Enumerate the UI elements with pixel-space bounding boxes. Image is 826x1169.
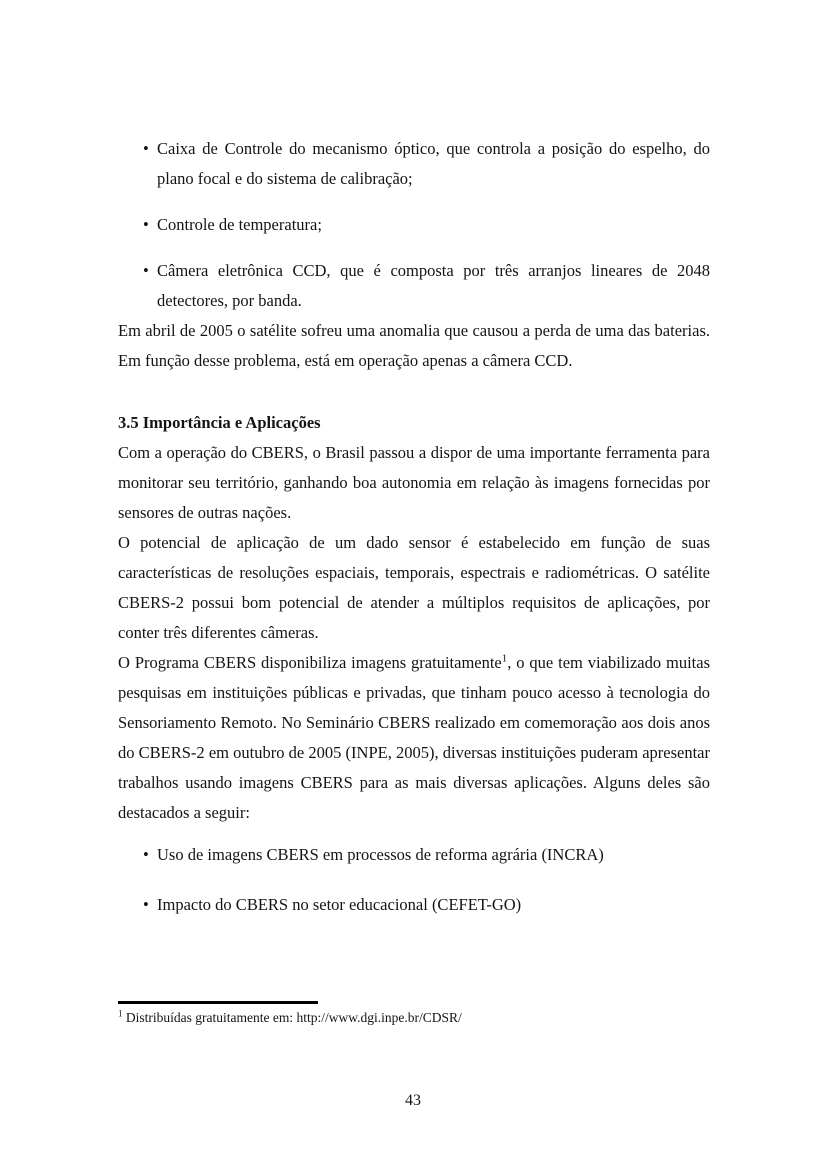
- paragraph-text-before-footnote: O Programa CBERS disponibiliza imagens gratuitamente: [118, 653, 502, 672]
- paragraph-application-potential: O potencial de aplicação de um dado sensor é estabelecido em função de suas características de resoluções espaciais, temporais, espectrais e radiométricas. O satélite CBERS-2 possui bom potencial de atender a múltiplos requisitos de aplicações, por conter três diferentes câmeras.: [118, 533, 710, 642]
- paragraph-anomaly: Em abril de 2005 o satélite sofreu uma anomalia que causou a perda de uma das baterias. Em função desse problema, está em operação apenas a câmera CCD.: [118, 321, 710, 370]
- page-number: 43: [405, 1092, 421, 1109]
- bullet-icon: •: [143, 895, 149, 914]
- list-item: [118, 134, 710, 194]
- footnote-reference-marker: 1: [501, 652, 508, 665]
- footnote-area: [118, 1001, 710, 1027]
- list-item: [118, 840, 710, 870]
- footnote-marker: 1: [118, 1008, 123, 1019]
- bullet-icon: •: [143, 215, 149, 234]
- list-item-text: Caixa de Controle do mecanismo óptico, que controla a posição do espelho, do plano focal e do sistema de calibração;: [157, 139, 710, 188]
- list-item: [118, 210, 710, 240]
- bullet-icon: •: [143, 845, 149, 864]
- list-item-text: Impacto do CBERS no setor educacional (CEFET-GO): [157, 895, 522, 914]
- paragraph-cbers-operation: Com a operação do CBERS, o Brasil passou a dispor de uma importante ferramenta para monitorar seu território, ganhando boa autonomia em relação às imagens fornecidas por sensores de outras nações.: [118, 443, 710, 522]
- list-item-text: Câmera eletrônica CCD, que é composta por três arranjos lineares de 2048 detectores, por banda.: [157, 261, 710, 310]
- bullet-icon: •: [143, 261, 149, 280]
- bullet-icon: •: [143, 139, 149, 158]
- list-item-text: Controle de temperatura;: [157, 215, 322, 234]
- list-item: [118, 256, 710, 316]
- footnote-text: [118, 1009, 710, 1027]
- applications-list: [118, 840, 710, 920]
- footnote-content: Distribuídas gratuitamente em: http://www.dgi.inpe.br/CDSR/: [125, 1010, 462, 1025]
- paragraph-programa-cbers: [118, 648, 710, 828]
- list-item: [118, 890, 710, 920]
- footnote-divider: [118, 1001, 318, 1004]
- page-content: [118, 134, 710, 920]
- section-heading: 3.5 Importância e Aplicações: [118, 413, 321, 432]
- paragraph-text-after-footnote: , o que tem viabilizado muitas pesquisas em instituições públicas e privadas, que tinham pouco acesso à tecnologia do Sensoriamento Remoto. No Seminário CBERS realizado em comemoração aos dois anos do CBERS-2 em outubro de 2005 (INPE, 2005), diversas instituições puderam apresentar trabalhos usando imagens CBERS para as mais diversas aplicações. Alguns deles são destacados a seguir:: [118, 653, 710, 822]
- list-item-text: Uso de imagens CBERS em processos de reforma agrária (INCRA): [157, 845, 604, 864]
- sensor-components-list: [118, 134, 710, 316]
